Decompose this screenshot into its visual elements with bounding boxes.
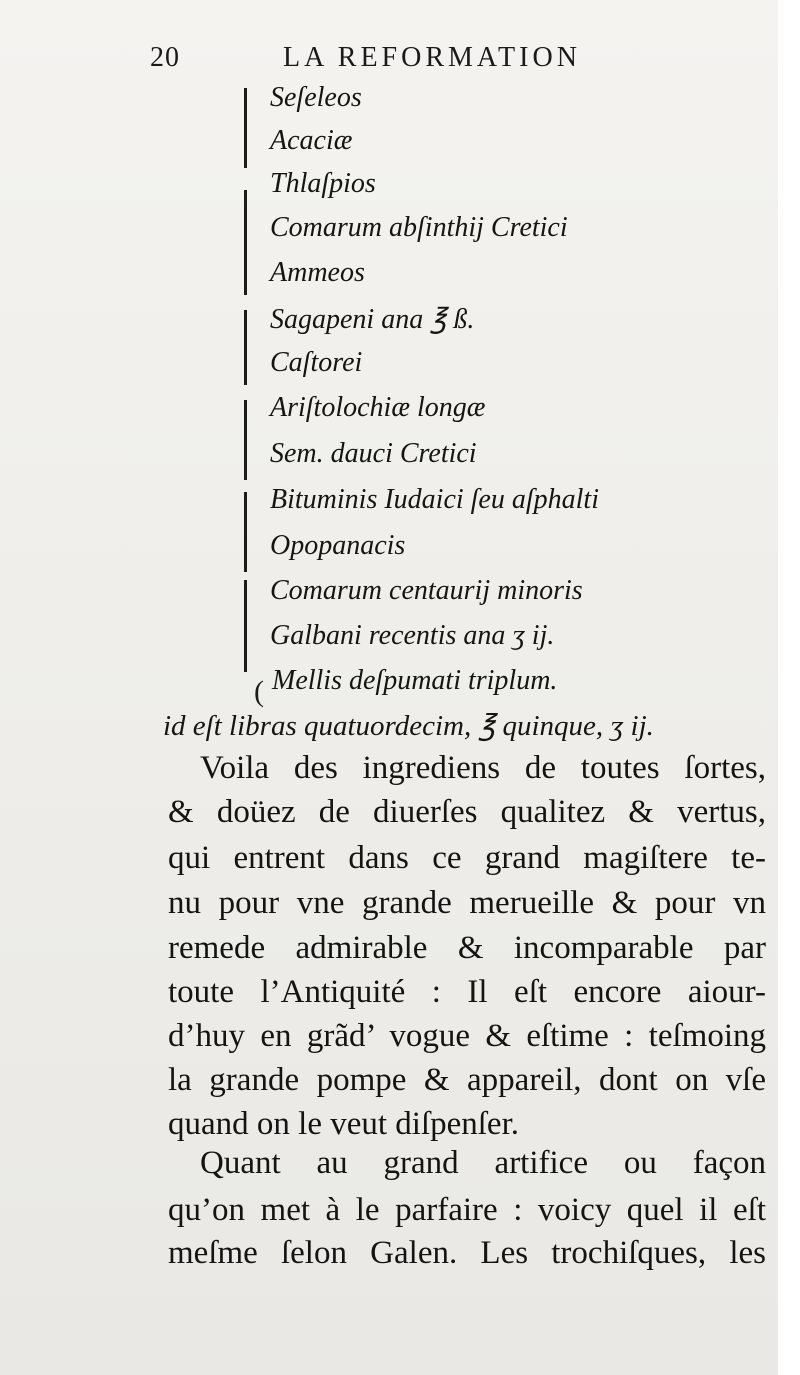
- page-number: 20: [150, 42, 180, 73]
- ingredient-line: Sem. dauci Cretici: [270, 438, 477, 469]
- grouping-brace: [244, 492, 247, 572]
- ingredient-line: Galbani recentis ana ʒ ij.: [270, 620, 555, 651]
- grouping-brace: [244, 580, 247, 672]
- ingredient-line: Bituminis Iudaici ſeu aſphalti: [270, 484, 599, 515]
- ingredient-line: Thlaſpios: [270, 168, 376, 199]
- ingredient-line: Caſtorei: [270, 347, 363, 378]
- ingredient-line: Acaciæ: [270, 125, 353, 156]
- recipe-total: id eſt libras quatuordecim, ℥ quinque, ʒ ij.: [163, 710, 654, 742]
- grouping-brace: [244, 190, 247, 295]
- ingredient-line: Seſeleos: [270, 82, 362, 113]
- ingredient-line: Comarum abſinthij Cretici: [270, 212, 568, 243]
- brace-hook: (: [254, 675, 264, 708]
- grouping-brace: [244, 400, 247, 480]
- paragraph-line: & doüez de diuerſes qualitez & vertus,: [168, 794, 766, 830]
- ingredient-line: Mellis deſpumati triplum.: [272, 665, 558, 696]
- paragraph-line: Quant au grand artifice ou façon: [200, 1145, 766, 1181]
- grouping-brace: [244, 88, 247, 168]
- paragraph-line: toute l’Antiquité : Il eſt encore aiour-: [168, 974, 766, 1010]
- ingredient-line: Opopanacis: [270, 530, 406, 561]
- running-title: LA REFORMATION: [283, 42, 581, 73]
- ingredient-line: Sagapeni ana ℥ ß.: [270, 304, 475, 335]
- grouping-brace: [244, 310, 247, 385]
- paragraph-line: la grande pompe & appareil, dont on vſe: [168, 1062, 766, 1098]
- paragraph-line: meſme ſelon Galen. Les trochiſques, les: [168, 1235, 766, 1271]
- scan-margin: [778, 0, 800, 1375]
- ingredient-line: Ammeos: [270, 257, 365, 288]
- paragraph-line: qu’on met à le parfaire : voicy quel il eſt: [168, 1192, 766, 1228]
- ingredient-line: Comarum centaurij minoris: [270, 575, 583, 606]
- page-header: [0, 40, 778, 80]
- paragraph-line: remede admirable & incomparable par: [168, 930, 766, 966]
- paragraph-line: Voila des ingrediens de toutes ſortes,: [200, 750, 766, 786]
- paragraph-line: qui entrent dans ce grand magiſtere te-: [168, 840, 766, 876]
- paragraph-line: d’huy en grãd’ vogue & eſtime : teſmoing: [168, 1018, 766, 1054]
- paragraph-line: quand on le veut diſpenſer.: [168, 1106, 519, 1142]
- ingredient-line: Ariſtolochiæ longæ: [270, 392, 486, 423]
- paragraph-line: nu pour vne grande merueille & pour vn: [168, 885, 766, 921]
